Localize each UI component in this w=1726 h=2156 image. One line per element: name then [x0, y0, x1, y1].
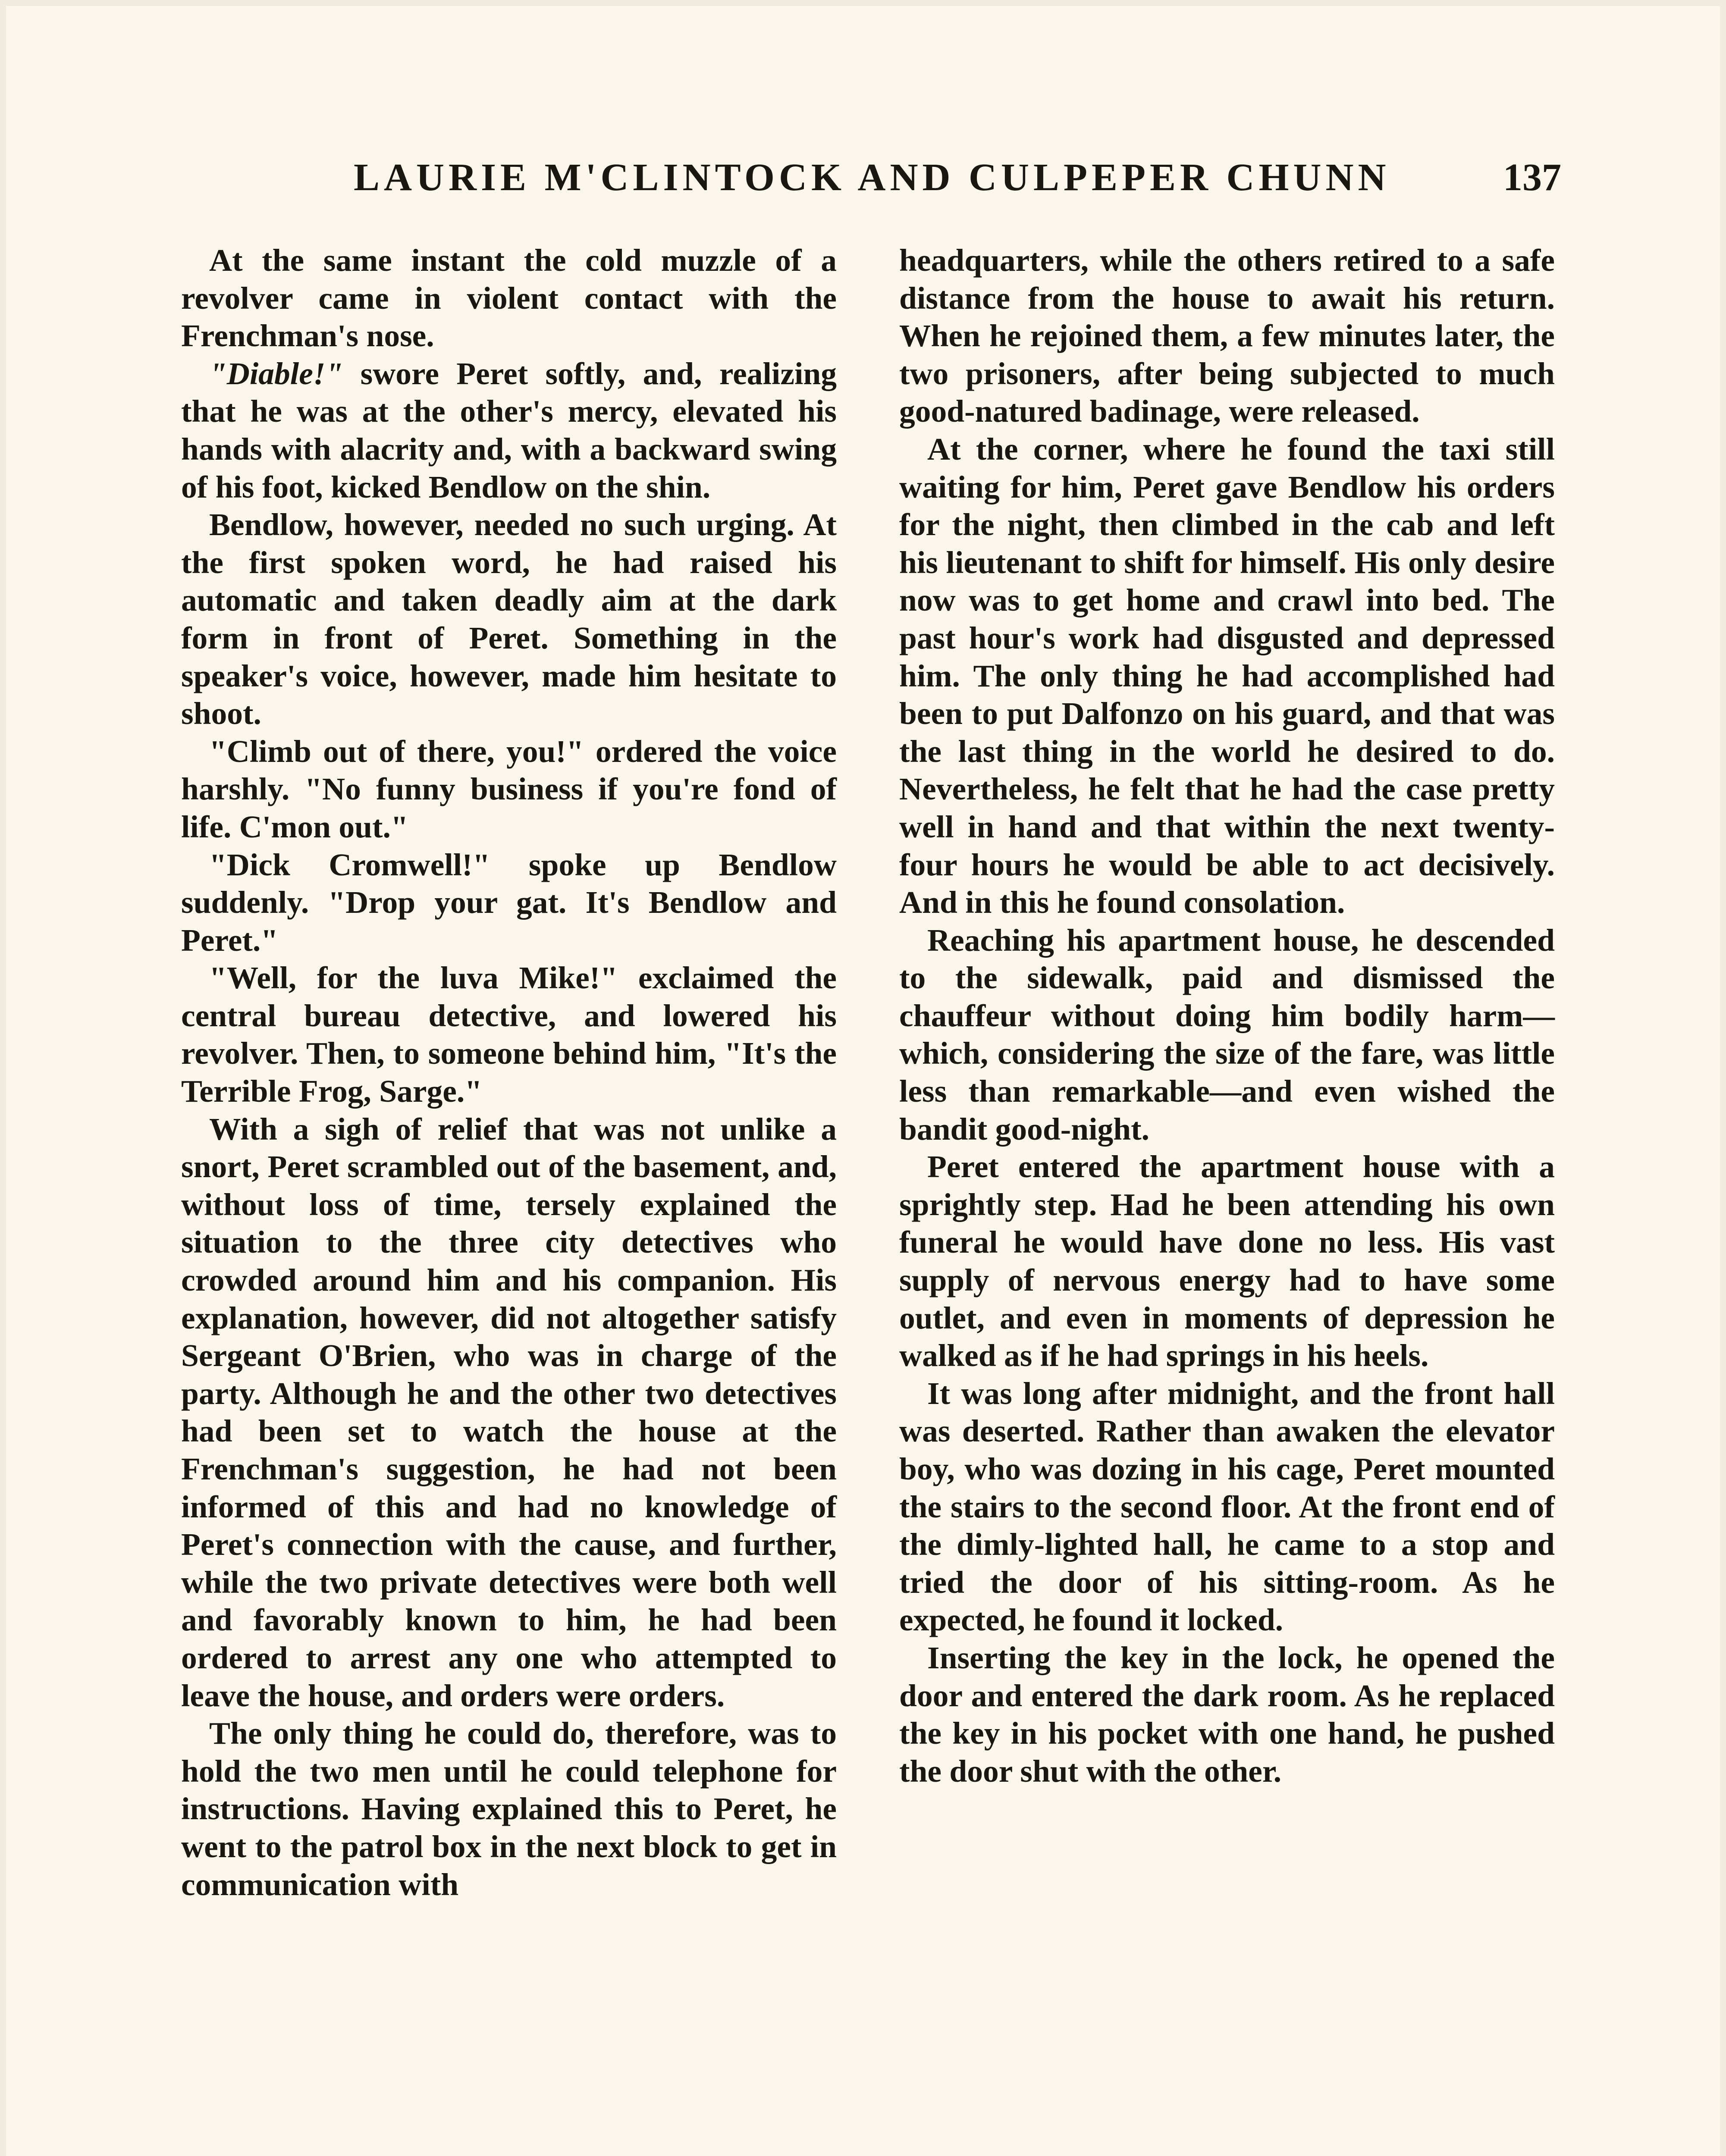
- paragraph: Reaching his apartment house, he descended to the sidewalk, paid and dismissed the chauffeur without doing him bodily harm—which, considering the size of the fare, was little less than remarkable—and even wished the bandit good-night.: [899, 922, 1555, 1147]
- paragraph: Inserting the key in the lock, he opened the door and entered the dark room. As he replaced the key in his pocket with one hand, he pushed the door shut with the other.: [899, 1640, 1555, 1789]
- paragraph: "Climb out of there, you!" ordered the voice harshly. "No funny business if you're fond of life. C'mon out.": [181, 733, 837, 844]
- paragraph-continued: headquarters, while the others retired to a safe distance from the house to await his return. When he rejoined them, a few minutes later, the two prisoners, after being subjected to much good-natured badinage, were released.: [899, 243, 1555, 429]
- paragraph: Peret entered the apartment house with a sprightly step. Had he been attending his own funeral he would have done no less. His vast supply of nervous energy had to have some outlet, and even in moments of depression he walked as if he had springs in his heels.: [899, 1149, 1555, 1373]
- paragraph: At the corner, where he found the taxi still waiting for him, Peret gave Bendlow his orders for the night, then climbed in the cab and left his lieutenant to shift for himself. His only desire now was to get home and crawl into bed. The past hour's work had disgusted and depressed him. The only thing he had accomplished had been to put Dalfonzo on his guard, and that was the last thing in the world he desired to do. Nevertheless, he felt that he had the case pretty well in hand and that within the next twenty-four hours he would be able to act decisively. And in this he found consolation.: [899, 431, 1555, 920]
- italic-oath: "Diable!": [209, 356, 343, 391]
- paragraph: The only thing he could do, therefore, was to hold the two men until he could telephone for instructions. Having explained this to Peret, he went to the patrol box in the next block to get in communication with: [181, 1716, 837, 1902]
- paragraph-text: swore Peret softly, and, realizing that he was at the other's mercy, elevated his hands with alacrity and, with a backward swing of his foot, kicked Bendlow on the shin.: [181, 356, 837, 505]
- paragraph: At the same instant the cold muzzle of a revolver came in violent contact with the Frenchman's nose.: [181, 243, 837, 354]
- paragraph: It was long after midnight, and the front hall was deserted. Rather than awaken the elevator boy, who was dozing in his cage, Peret mounted the stairs to the second floor. At the front end of the dimly-lighted hall, he came to a stop and tried the door of his sitting-room. As he expected, he found it locked.: [899, 1376, 1555, 1638]
- paragraph: "Well, for the luva Mike!" exclaimed the central bureau detective, and lowered his revolver. Then, to someone behind him, "It's the Terrible Frog, Sarge.": [181, 960, 837, 1109]
- left-column: [181, 241, 837, 1903]
- paragraph: With a sigh of relief that was not unlike a snort, Peret scrambled out of the basement, and, without loss of time, tersely explained the situation to the three city detectives who crowded around him and his companion. His explanation, however, did not altogether satisfy Sergeant O'Brien, who was in charge of the party. Although he and the other two detectives had been set to watch the house at the Frenchman's suggestion, he had not been informed of this and had no knowledge of Peret's connection with the cause, and further, while the two private detectives were both well and favorably known to him, he had been ordered to arrest any one who attempted to leave the house, and orders were orders.: [181, 1111, 837, 1713]
- paragraph: [181, 355, 837, 506]
- paragraph: Bendlow, however, needed no such urging. At the first spoken word, he had raised his automatic and taken deadly aim at the dark form in front of Peret. Something in the speaker's voice, however, made him hesitate to shoot.: [181, 507, 837, 731]
- running-title: LAURIE M'CLINTOCK AND CULPEPER CHUNN: [354, 156, 1390, 199]
- page-header: [354, 155, 1561, 220]
- page-number: 137: [1503, 156, 1561, 199]
- paragraph: "Dick Cromwell!" spoke up Bendlow suddenly. "Drop your gat. It's Bendlow and Peret.": [181, 847, 837, 958]
- right-column: [899, 241, 1555, 1790]
